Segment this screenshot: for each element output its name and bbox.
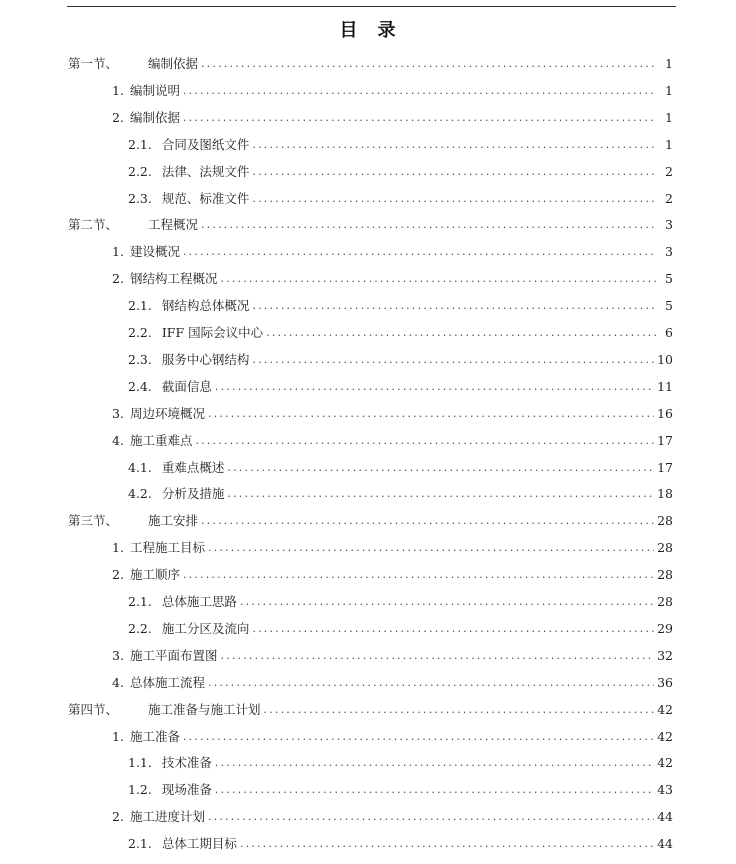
toc-leader-dots bbox=[208, 401, 654, 427]
toc-entry-page: 17 bbox=[657, 460, 673, 475]
toc-entry[interactable] bbox=[68, 51, 673, 77]
toc-entry[interactable] bbox=[128, 455, 673, 481]
toc-entry-number: 2.1. bbox=[128, 836, 152, 851]
toc-entry-number: 4. bbox=[112, 433, 124, 448]
toc-entry-page: 6 bbox=[665, 325, 673, 340]
toc-entry-page: 1 bbox=[665, 110, 673, 125]
toc-leader-dots bbox=[183, 239, 656, 265]
toc-entry-page: 1 bbox=[665, 56, 673, 71]
toc-leader-dots bbox=[208, 670, 654, 696]
toc-entry-number: 3. bbox=[112, 406, 124, 421]
toc-entry[interactable] bbox=[112, 804, 673, 830]
toc-entry-page: 44 bbox=[657, 836, 673, 851]
toc-leader-dots bbox=[201, 212, 656, 238]
toc-entry-page: 16 bbox=[657, 406, 673, 421]
toc-entry-title: 重难点概述 bbox=[161, 460, 225, 475]
toc-entry-page: 29 bbox=[657, 621, 673, 636]
toc-leader-dots bbox=[183, 724, 654, 750]
toc-entry[interactable] bbox=[128, 589, 673, 615]
toc-entry-title: IFF 国际会议中心 bbox=[161, 325, 264, 340]
toc-entry-page: 17 bbox=[657, 433, 673, 448]
toc-entry-title: 分析及措施 bbox=[161, 486, 225, 501]
toc-entry-number: 2.3. bbox=[128, 191, 152, 206]
toc-entry-page: 1 bbox=[665, 83, 673, 98]
toc-entry[interactable] bbox=[128, 616, 673, 642]
toc-entry-title: 技术准备 bbox=[161, 755, 212, 770]
toc-entry-number: 2. bbox=[112, 567, 124, 582]
toc-entry-title: 钢结构总体概况 bbox=[161, 298, 250, 313]
toc-entry-number: 2.2. bbox=[128, 164, 152, 179]
toc-entry-number: 1. bbox=[112, 244, 124, 259]
toc-leader-dots bbox=[252, 159, 656, 185]
toc-entry[interactable] bbox=[128, 831, 673, 857]
top-rule bbox=[67, 6, 676, 7]
toc-entry[interactable] bbox=[128, 132, 673, 158]
toc-leader-dots bbox=[215, 750, 654, 776]
toc-entry-title: 施工准备与施工计划 bbox=[148, 702, 261, 717]
toc-leader-dots bbox=[195, 428, 654, 454]
toc-entry-page: 28 bbox=[657, 567, 673, 582]
toc-leader-dots bbox=[215, 777, 654, 803]
toc-entry[interactable] bbox=[112, 535, 673, 561]
toc-leader-dots bbox=[252, 347, 654, 373]
toc-entry-page: 2 bbox=[665, 164, 673, 179]
toc-entry[interactable] bbox=[68, 697, 673, 723]
toc-entry-number: 第四节、 bbox=[68, 702, 119, 717]
toc-entry-number: 4.1. bbox=[128, 460, 152, 475]
toc-leader-dots bbox=[220, 266, 656, 292]
toc-entry-number: 2. bbox=[112, 809, 124, 824]
toc-leader-dots bbox=[208, 804, 654, 830]
toc-leader-dots bbox=[220, 643, 654, 669]
toc-leader-dots bbox=[252, 293, 656, 319]
toc-entry-title: 编制说明 bbox=[129, 83, 180, 98]
toc-entry-page: 11 bbox=[657, 379, 673, 394]
toc-leader-dots bbox=[201, 508, 654, 534]
toc-entry-title: 施工进度计划 bbox=[129, 809, 205, 824]
toc-entry-title: 规范、标准文件 bbox=[161, 191, 250, 206]
toc-entry-number: 4. bbox=[112, 675, 124, 690]
toc-entry-page: 3 bbox=[665, 217, 673, 232]
toc-entry-page: 32 bbox=[657, 648, 673, 663]
toc-entry-number: 1. bbox=[112, 540, 124, 555]
toc-entry-page: 10 bbox=[657, 352, 673, 367]
toc-entry-number: 1. bbox=[112, 83, 124, 98]
toc-entry-title: 法律、法规文件 bbox=[161, 164, 250, 179]
toc-entry-title: 总体工期目标 bbox=[161, 836, 237, 851]
toc-entry[interactable] bbox=[128, 347, 673, 373]
toc-entry-title: 施工重难点 bbox=[129, 433, 193, 448]
toc-entry-number: 1. bbox=[112, 729, 124, 744]
toc-entry-number: 2.1. bbox=[128, 594, 152, 609]
toc-entry-title: 编制依据 bbox=[148, 56, 199, 71]
toc-entry-title: 施工平面布置图 bbox=[129, 648, 218, 663]
toc-entry-number: 第一节、 bbox=[68, 56, 119, 71]
toc-leader-dots bbox=[264, 697, 655, 723]
toc-leader-dots bbox=[183, 562, 654, 588]
toc-entry[interactable] bbox=[128, 293, 673, 319]
toc-entry-number: 1.2. bbox=[128, 782, 152, 797]
toc-entry[interactable] bbox=[68, 508, 673, 534]
toc-entry[interactable] bbox=[112, 643, 673, 669]
toc-entry-page: 36 bbox=[657, 675, 673, 690]
toc-entry[interactable] bbox=[112, 428, 673, 454]
toc-leader-dots bbox=[208, 535, 654, 561]
toc-entry-page: 5 bbox=[665, 271, 673, 286]
toc-entry-number: 第三节、 bbox=[68, 513, 119, 528]
toc-entry-page: 42 bbox=[657, 755, 673, 770]
toc-entry-number: 2.3. bbox=[128, 352, 152, 367]
toc-entry-title: 合同及图纸文件 bbox=[161, 137, 250, 152]
toc-entry-title: 建设概况 bbox=[129, 244, 180, 259]
toc-entry-title: 施工分区及流向 bbox=[161, 621, 250, 636]
toc-entry[interactable] bbox=[128, 481, 673, 507]
toc-entry-page: 42 bbox=[657, 702, 673, 717]
toc-entry-page: 18 bbox=[657, 486, 673, 501]
toc-entry[interactable] bbox=[112, 562, 673, 588]
toc-entry-title: 现场准备 bbox=[161, 782, 212, 797]
toc-entry-number: 第二节、 bbox=[68, 217, 119, 232]
toc-leader-dots bbox=[215, 374, 654, 400]
toc-entry-page: 28 bbox=[657, 513, 673, 528]
toc-entry-page: 5 bbox=[665, 298, 673, 313]
toc-entry-page: 43 bbox=[657, 782, 673, 797]
page-title: 目 录 bbox=[339, 20, 397, 41]
toc-entry-page: 28 bbox=[657, 594, 673, 609]
toc-entry-title: 工程施工目标 bbox=[129, 540, 205, 555]
toc-entry[interactable] bbox=[112, 266, 673, 292]
toc-entry[interactable] bbox=[112, 670, 673, 696]
toc-entry-number: 2.1. bbox=[128, 298, 152, 313]
toc-entry-title: 服务中心钢结构 bbox=[161, 352, 250, 367]
toc-entry-title: 施工顺序 bbox=[129, 567, 180, 582]
toc-entry-number: 4.2. bbox=[128, 486, 152, 501]
toc-entry-page: 44 bbox=[657, 809, 673, 824]
toc-entry-number: 3. bbox=[112, 648, 124, 663]
toc-leader-dots bbox=[227, 481, 654, 507]
toc-entry[interactable] bbox=[112, 724, 673, 750]
toc-leader-dots bbox=[266, 320, 656, 346]
toc-entry-page: 2 bbox=[665, 191, 673, 206]
toc-entry-number: 2.4. bbox=[128, 379, 152, 394]
toc-entry-number: 1.1. bbox=[128, 755, 152, 770]
toc-entry-page: 28 bbox=[657, 540, 673, 555]
toc-entry-page: 42 bbox=[657, 729, 673, 744]
toc-entry-number: 2. bbox=[112, 110, 124, 125]
toc-entry-title: 总体施工思路 bbox=[161, 594, 237, 609]
toc-leader-dots bbox=[201, 51, 656, 77]
toc-entry[interactable] bbox=[128, 750, 673, 776]
toc-entry[interactable] bbox=[128, 159, 673, 185]
toc-entry[interactable] bbox=[128, 320, 673, 346]
toc-leader-dots bbox=[252, 186, 656, 212]
toc-entry-page: 3 bbox=[665, 244, 673, 259]
toc-leader-dots bbox=[183, 105, 656, 131]
toc-entry-title: 总体施工流程 bbox=[129, 675, 205, 690]
toc-entry-number: 2.2. bbox=[128, 621, 152, 636]
toc-entry-number: 2.1. bbox=[128, 137, 152, 152]
toc-entry-title: 钢结构工程概况 bbox=[129, 271, 218, 286]
toc-entry[interactable] bbox=[112, 239, 673, 265]
toc-entry[interactable] bbox=[128, 374, 673, 400]
toc-leader-dots bbox=[240, 589, 654, 615]
toc-entry-title: 周边环境概况 bbox=[129, 406, 205, 421]
toc-entry[interactable] bbox=[68, 212, 673, 238]
toc-entry[interactable] bbox=[112, 401, 673, 427]
toc-entry-number: 2. bbox=[112, 271, 124, 286]
toc-entry-title: 工程概况 bbox=[148, 217, 199, 232]
toc-entry[interactable] bbox=[128, 777, 673, 803]
toc-entry[interactable] bbox=[112, 105, 673, 131]
toc-leader-dots bbox=[240, 831, 654, 857]
toc-entry-title: 截面信息 bbox=[161, 379, 212, 394]
toc-entry[interactable] bbox=[128, 186, 673, 212]
toc-entry-title: 编制依据 bbox=[129, 110, 180, 125]
toc-leader-dots bbox=[183, 78, 656, 104]
toc-entry-number: 2.2. bbox=[128, 325, 152, 340]
toc-leader-dots bbox=[252, 616, 654, 642]
toc-entry-page: 1 bbox=[665, 137, 673, 152]
toc-entry-title: 施工准备 bbox=[129, 729, 180, 744]
toc-leader-dots bbox=[227, 455, 654, 481]
toc-entry-title: 施工安排 bbox=[148, 513, 199, 528]
toc-entry[interactable] bbox=[112, 78, 673, 104]
toc-leader-dots bbox=[252, 132, 656, 158]
